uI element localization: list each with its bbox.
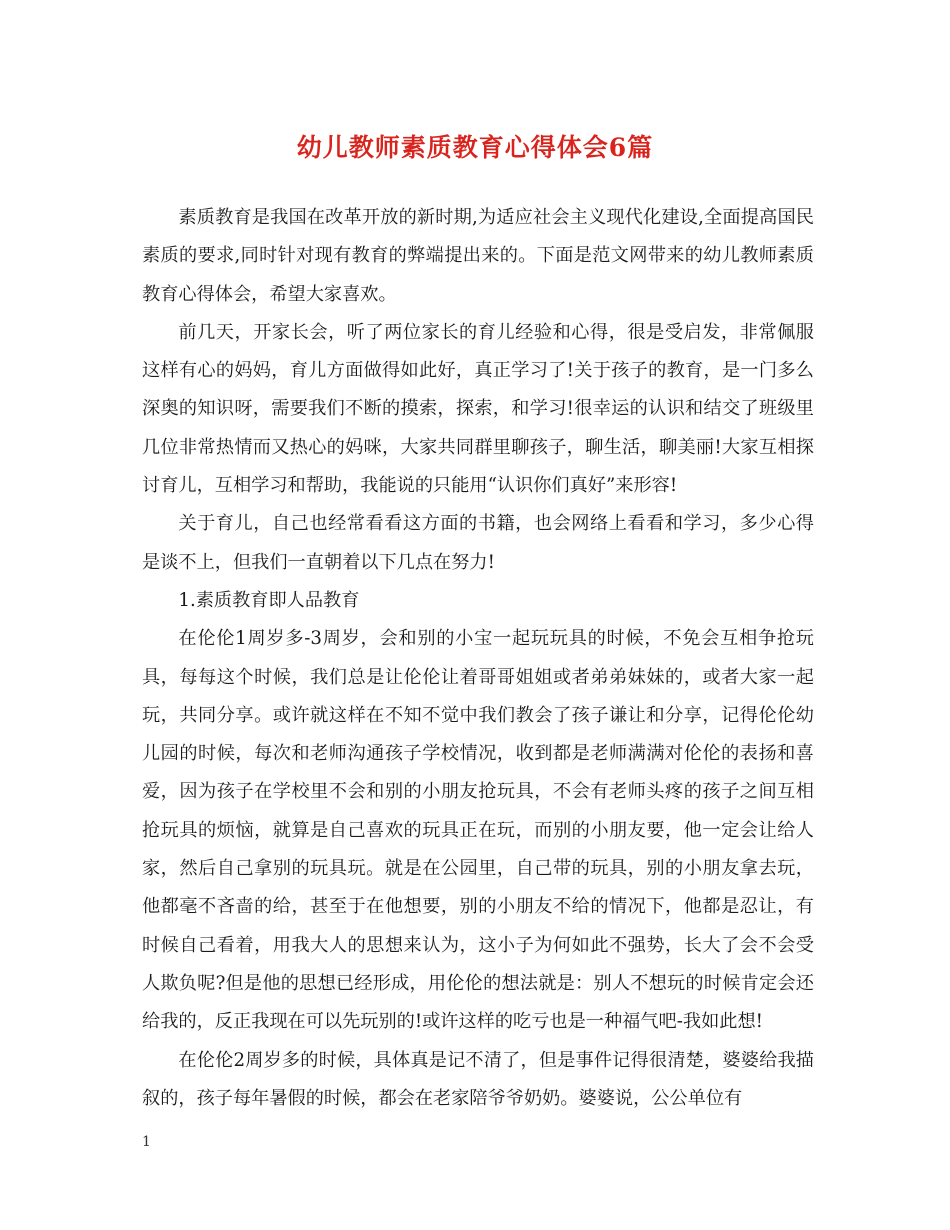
- paragraph: 在伦伦1周岁多-3周岁，会和别的小宝一起玩玩具的时候，不免会互相争抢玩具，每每这个时候，我们总是让伦伦让着哥哥姐姐或者弟弟妹妹的，或者大家一起玩，共同分享。或许就这样在不知不觉中我们教会了孩子谦让和分享，记得伦伦幼儿园的时候，每次和老师沟通孩子学校情况，收到都是老师满满对伦伦的表扬和喜爱，因为孩子在学校里不会和别的小朋友抢玩具，不会有老师头疼的孩子之间互相抢玩具的烦恼，就算是自己喜欢的玩具正在玩，而别的小朋友要，他一定会让给人家，然后自己拿别的玩具玩。就是在公园里，自己带的玩具，别的小朋友拿去玩，他都毫不吝啬的给，甚至于在他想要，别的小朋友不给的情况下，他都是忍让，有时候自己看着，用我大人的思想来认为，这小子为何如此不强势，长大了会不会受人欺负呢?但是他的思想已经形成，用伦伦的想法就是：别人不想玩的时候肯定会还给我的，反正我现在可以先玩别的!或许这样的吃亏也是一种福气吧-我如此想!: [142, 628, 814, 1033]
- paragraph: 关于育儿，自己也经常看看这方面的书籍，也会网络上看看和学习，多少心得是谈不上，但我们一直朝着以下几点在努力!: [142, 513, 814, 573]
- document-title: 幼儿教师素质教育心得体会6篇: [296, 133, 654, 162]
- section-heading: 1.素质教育即人品教育: [178, 589, 360, 611]
- page-number: 1: [142, 1134, 151, 1150]
- document-body: [142, 199, 814, 1118]
- paragraph: 前几天，开家长会，听了两位家长的育儿经验和心得，很是受启发，非常佩服这样有心的妈妈，育儿方面做得如此好，真正学习了!关于孩子的教育，是一门多么深奥的知识呀，需要我们不断的摸索，探索，和学习!很幸运的认识和结交了班级里几位非常热情而又热心的妈咪，大家共同群里聊孩子，聊生活，聊美丽!大家互相探讨育儿，互相学习和帮助，我能说的只能用“认识你们真好”来形容!: [142, 321, 814, 497]
- paragraph: 在伦伦2周岁多的时候，具体真是记不清了，但是事件记得很清楚，婆婆给我描叙的，孩子每年暑假的时候，都会在老家陪爷爷奶奶。婆婆说，公公单位有: [142, 1049, 814, 1109]
- paragraph: 素质教育是我国在改革开放的新时期,为适应社会主义现代化建设,全面提高国民素质的要求,同时针对现有教育的弊端提出来的。下面是范文网带来的幼儿教师素质教育心得体会，希望大家喜欢。: [142, 207, 814, 305]
